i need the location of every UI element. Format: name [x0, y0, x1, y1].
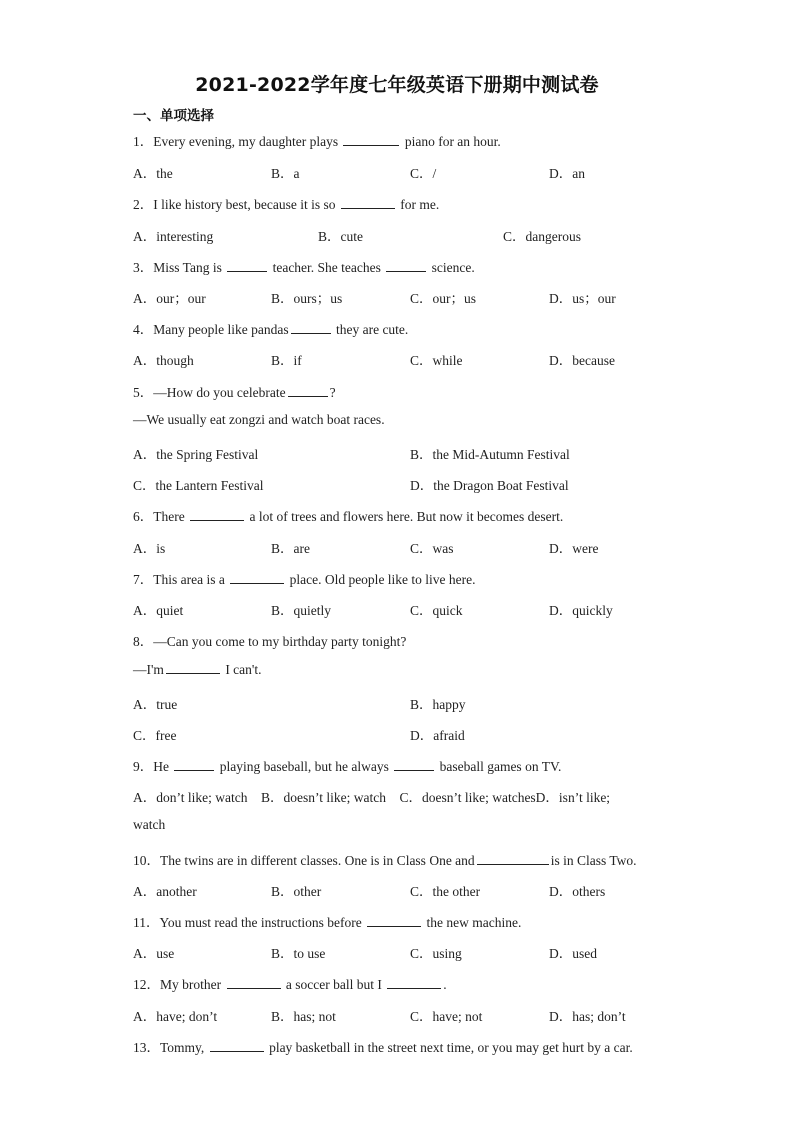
answer-blank	[190, 508, 244, 521]
dialogue-reply: —We usually eat zongzi and watch boat races.	[133, 412, 385, 427]
option-c[interactable]: C．the other	[410, 884, 481, 899]
question-4: 4．Many people like pandas they are cute.	[133, 322, 409, 337]
option-a[interactable]: A．is	[133, 541, 166, 556]
option-b[interactable]: B．a	[271, 166, 300, 181]
option-a[interactable]: A．true	[133, 697, 178, 712]
option-a[interactable]: A．have; don’t	[133, 1009, 218, 1024]
option-d[interactable]: D．because	[549, 353, 615, 368]
option-c[interactable]: C．dangerous	[503, 229, 581, 244]
answer-blank	[166, 661, 220, 674]
answer-blank	[174, 758, 214, 771]
option-d[interactable]: D．used	[549, 946, 597, 961]
answer-blank	[210, 1039, 264, 1052]
option-b[interactable]: B．are	[271, 541, 310, 556]
option-a[interactable]: A．though	[133, 353, 194, 368]
option-a[interactable]: A．the	[133, 166, 173, 181]
option-d[interactable]: D．an	[549, 166, 585, 181]
answer-blank	[343, 133, 399, 146]
answer-blank	[367, 914, 421, 927]
option-a[interactable]: A．interesting	[133, 229, 214, 244]
option-b[interactable]: B．the Mid-Autumn Festival	[410, 447, 570, 462]
option-b[interactable]: B．other	[271, 884, 322, 899]
answer-blank	[341, 196, 395, 209]
option-d[interactable]: D．were	[549, 541, 599, 556]
option-c[interactable]: C．the Lantern Festival	[133, 478, 264, 493]
option-d[interactable]: D．afraid	[410, 728, 465, 743]
option-c[interactable]: C．have; not	[410, 1009, 483, 1024]
option-a[interactable]: A．quiet	[133, 603, 184, 618]
answer-blank	[394, 758, 434, 771]
question-7: 7．This area is a place. Old people like to live here.	[133, 572, 476, 587]
options-row-wrap[interactable]: watch	[133, 817, 166, 832]
option-c[interactable]: C．was	[410, 541, 454, 556]
option-a[interactable]: A．another	[133, 884, 197, 899]
option-c[interactable]: C．while	[410, 353, 463, 368]
answer-blank	[288, 384, 328, 397]
section-heading: 一、单项选择	[133, 108, 214, 124]
option-d[interactable]: D．us；our	[549, 291, 616, 306]
option-d[interactable]: D．others	[549, 884, 606, 899]
question-8: 8．—Can you come to my birthday party tonight?	[133, 634, 407, 649]
option-a[interactable]: A．our；our	[133, 291, 206, 306]
option-b[interactable]: B．quietly	[271, 603, 331, 618]
option-c[interactable]: C．using	[410, 946, 462, 961]
answer-blank	[227, 976, 281, 989]
answer-blank	[387, 976, 441, 989]
option-b[interactable]: B．ours；us	[271, 291, 343, 306]
question-9: 9．He playing baseball, but he always baseball games on TV.	[133, 759, 562, 774]
answer-blank	[227, 259, 267, 272]
option-d[interactable]: D．has; don’t	[549, 1009, 626, 1024]
answer-blank	[477, 852, 549, 865]
option-b[interactable]: B．cute	[318, 229, 363, 244]
option-c[interactable]: C．our；us	[410, 291, 477, 306]
question-6: 6．There a lot of trees and flowers here. But now it becomes desert.	[133, 509, 564, 524]
page-title: 2021-2022学年度七年级英语下册期中测试卷	[195, 74, 599, 96]
answer-blank	[291, 321, 331, 334]
dialogue-reply: —I'm I can't.	[133, 662, 262, 677]
option-b[interactable]: B．to use	[271, 946, 326, 961]
option-b[interactable]: B．if	[271, 353, 302, 368]
option-b[interactable]: B．happy	[410, 697, 466, 712]
option-c[interactable]: C．free	[133, 728, 177, 743]
option-c[interactable]: C．/	[410, 166, 437, 181]
question-13: 13．Tommy, play basketball in the street next time, or you may get hurt by a car.	[133, 1040, 633, 1055]
question-3: 3．Miss Tang is teacher. She teaches science.	[133, 260, 475, 275]
answer-blank	[386, 259, 426, 272]
option-c[interactable]: C．quick	[410, 603, 463, 618]
option-a[interactable]: A．use	[133, 946, 175, 961]
question-1: 1．Every evening, my daughter plays piano for an hour.	[133, 134, 501, 149]
option-d[interactable]: D．quickly	[549, 603, 613, 618]
question-5: 5．—How do you celebrate ?	[133, 385, 336, 400]
options-row[interactable]: A．don’t like; watch B．doesn’t like; watch C．doesn’t like; watchesD．isn’t like;	[133, 790, 611, 805]
option-a[interactable]: A．the Spring Festival	[133, 447, 259, 462]
option-b[interactable]: B．has; not	[271, 1009, 336, 1024]
question-11: 11．You must read the instructions before the new machine.	[133, 915, 522, 930]
question-12: 12．My brother a soccer ball but I .	[133, 977, 447, 992]
question-10: 10．The twins are in different classes. One is in Class One and is in Class Two.	[133, 853, 637, 868]
answer-blank	[230, 571, 284, 584]
question-2: 2．I like history best, because it is so for me.	[133, 197, 440, 212]
option-d[interactable]: D．the Dragon Boat Festival	[410, 478, 569, 493]
